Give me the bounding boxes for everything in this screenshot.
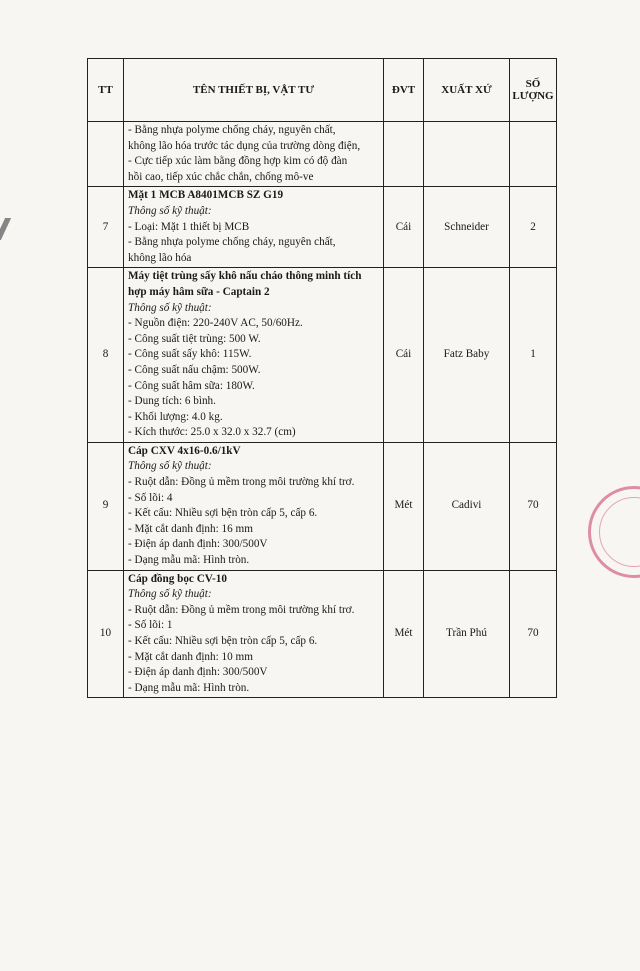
header-qty-line2: LƯỢNG (512, 90, 554, 102)
cell-qty: 70 (510, 442, 557, 570)
cell-dvt: Mét (384, 442, 424, 570)
cell-name (124, 442, 384, 570)
cell-qty: 70 (510, 570, 557, 698)
cell-qty: 2 (510, 187, 557, 268)
cell-name (124, 268, 384, 443)
spec-line: - Bằng nhựa polyme chống cháy, nguyên chất, (128, 236, 336, 249)
spec-line: - Số lõi: 4 (128, 491, 173, 504)
spec-line: - Dung tích: 6 bình. (128, 395, 216, 408)
spec-line: - Kết cấu: Nhiều sợi bện tròn cấp 5, cấp 6. (128, 507, 318, 520)
cell-qty (510, 122, 557, 187)
table-row-continuation (88, 122, 557, 187)
cell-origin: Schneider (424, 187, 510, 268)
cell-origin: Cadivi (424, 442, 510, 570)
item-name: Mặt 1 MCB A8401MCB SZ G19 (128, 189, 284, 202)
cell-origin: Trần Phú (424, 570, 510, 698)
cell-tt: 10 (88, 570, 124, 698)
cell-tt (88, 122, 124, 187)
item-name: Cáp CXV 4x16-0.6/1kV (128, 444, 241, 457)
spec-line: - Dạng mẫu mã: Hình tròn. (128, 554, 250, 567)
header-name: TÊN THIẾT BỊ, VẬT TƯ (124, 59, 384, 122)
spec-line: không lão hóa trước tác dụng của trường dòng điện, (128, 139, 361, 152)
spec-line: - Dạng mẫu mã: Hình tròn. (128, 681, 250, 694)
red-stamp-partial (588, 486, 640, 578)
item-name: Cáp đồng bọc CV-10 (128, 572, 227, 585)
cell-name (124, 187, 384, 268)
spec-line: - Cực tiếp xúc làm bằng đồng hợp kim có độ đàn (128, 155, 348, 168)
header-tt: TT (88, 59, 124, 122)
spec-line: - Mặt cắt danh định: 16 mm (128, 522, 253, 535)
cell-dvt: Cái (384, 268, 424, 443)
spec-label: Thông số kỹ thuật: (128, 588, 212, 601)
header-qty-line1: SỐ (525, 78, 541, 90)
spec-line: - Công suất tiệt trùng: 500 W. (128, 332, 261, 345)
spec-line: - Số lõi: 1 (128, 619, 173, 632)
spec-line: - Nguồn điện: 220-240V AC, 50/60Hz. (128, 317, 303, 330)
table-row (88, 570, 557, 698)
cell-dvt (384, 122, 424, 187)
spec-line: - Điện áp danh định: 300/500V (128, 538, 268, 551)
spec-line: không lão hóa (128, 251, 192, 264)
cell-name (124, 570, 384, 698)
cell-name (124, 122, 384, 187)
spec-line: - Công suất sấy khô: 115W. (128, 348, 252, 361)
item-name: Máy tiệt trùng sấy khô nấu cháo thông minh tích hợp máy hâm sữa - Captain 2 (128, 270, 362, 298)
spec-line: - Công suất hâm sữa: 180W. (128, 379, 255, 392)
header-origin: XUẤT XỨ (424, 59, 510, 122)
cell-origin (424, 122, 510, 187)
spec-line: - Loại: Mặt 1 thiết bị MCB (128, 220, 250, 233)
spec-line: - Mặt cắt danh định: 10 mm (128, 650, 253, 663)
spec-line: - Ruột dẫn: Đồng ủ mềm trong môi trường khí trơ. (128, 476, 355, 489)
spec-label: Thông số kỹ thuật: (128, 460, 212, 473)
spec-label: Thông số kỹ thuật: (128, 301, 212, 314)
spec-line: - Ruột dẫn: Đồng ủ mềm trong môi trường khí trơ. (128, 603, 355, 616)
header-qty (510, 59, 557, 122)
table-row (88, 187, 557, 268)
header-dvt: ĐVT (384, 59, 424, 122)
edge-mark (0, 218, 11, 240)
table-row (88, 442, 557, 570)
cell-qty: 1 (510, 268, 557, 443)
spec-line: - Bằng nhựa polyme chống cháy, nguyên chất, (128, 124, 336, 136)
table-row (88, 268, 557, 443)
spec-line: - Khối lượng: 4.0 kg. (128, 410, 223, 423)
cell-dvt: Mét (384, 570, 424, 698)
spec-line: - Kết cấu: Nhiều sợi bện tròn cấp 5, cấp 6. (128, 635, 318, 647)
cell-dvt: Cái (384, 187, 424, 268)
spec-line: hồi cao, tiếp xúc chắc chắn, chống mô-ve (128, 170, 314, 183)
spec-label: Thông số kỹ thuật: (128, 204, 212, 217)
cell-tt: 8 (88, 268, 124, 443)
equipment-table (87, 58, 557, 698)
cell-origin: Fatz Baby (424, 268, 510, 443)
cell-tt: 9 (88, 442, 124, 570)
cell-tt: 7 (88, 187, 124, 268)
spec-line: - Điện áp danh định: 300/500V (128, 666, 268, 679)
spec-line: - Công suất nấu chậm: 500W. (128, 363, 261, 376)
spec-line: - Kích thước: 25.0 x 32.0 x 32.7 (cm) (128, 426, 296, 439)
table-header-row (88, 59, 557, 122)
